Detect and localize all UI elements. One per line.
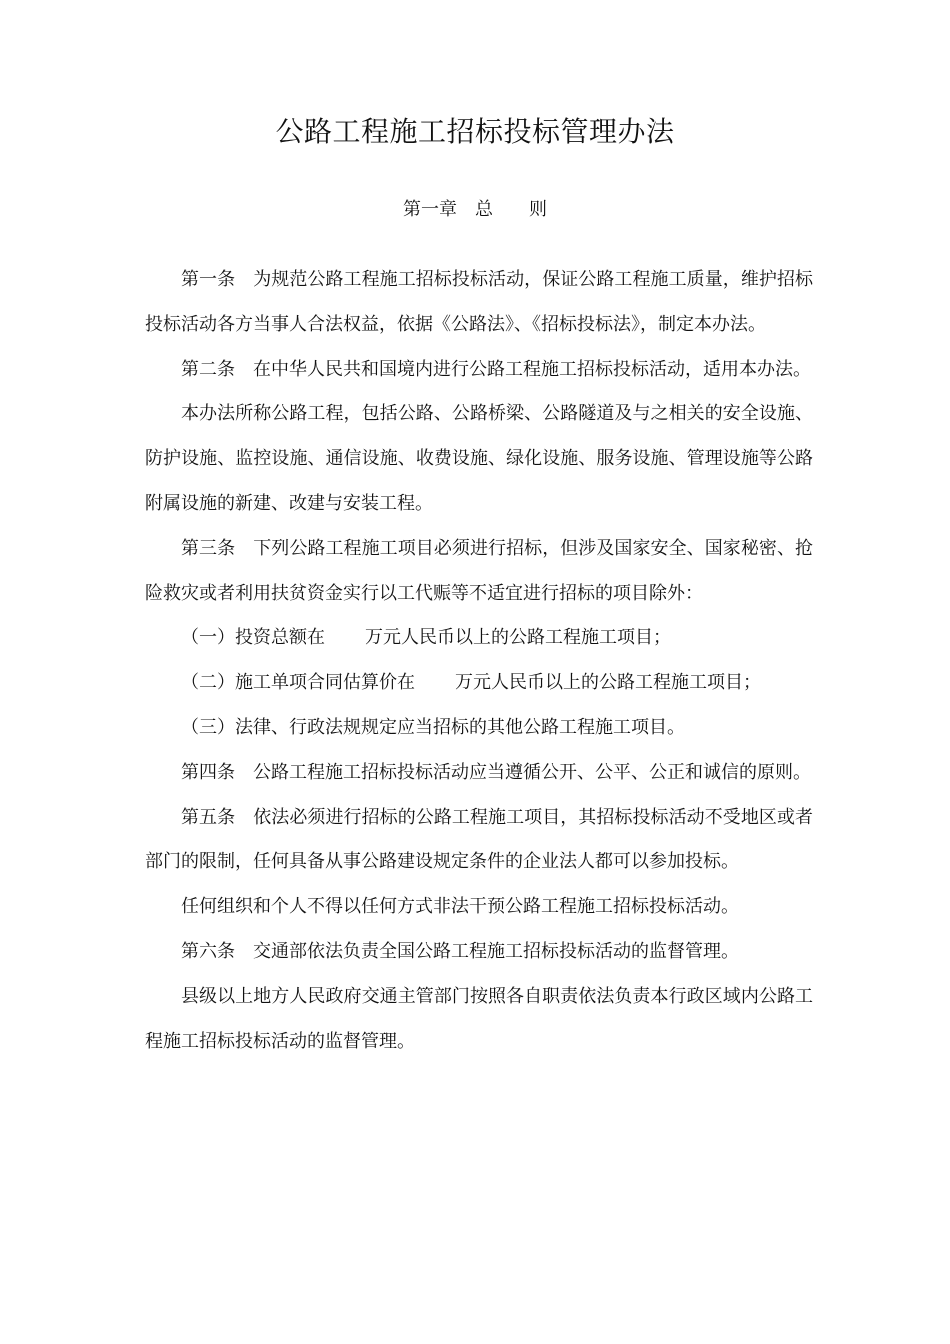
article-6 [145,930,813,975]
article-5 [145,796,813,886]
article-number: 第四条 [181,761,253,783]
list-item-text-cont: 万元人民币以上的公路工程施工项目； [455,672,761,694]
list-item-text-cont: 万元人民币以上的公路工程施工项目； [365,627,671,649]
article-2 [145,348,813,393]
article-text: 为规范公路工程施工招标投标活动，保证公路工程施工质量，维护招标投标活动各方当事人合法权益，依据《公路法》、《招标投标法》，制定本办法。 [145,269,814,335]
document-title: 公路工程施工招标投标管理办法 [275,115,675,148]
paragraph-text: 县级以上地方人民政府交通主管部门按照各自职责依法负责本行政区域内公路工程施工招标投标活动的监督管理。 [145,985,813,1052]
article-number: 第六条 [181,940,253,962]
article-text: 交通部依法负责全国公路工程施工招标投标活动的监督管理。 [253,940,739,962]
paragraph-scope [145,392,813,526]
article-1 [145,258,813,348]
article-4 [145,751,813,796]
article-number: 第二条 [181,358,253,380]
chapter-heading: 第一章 总 则 [403,199,547,220]
paragraph-text: 任何组织和个人不得以任何方式非法干预公路工程施工招标投标活动。 [181,896,739,918]
list-item-3 [145,706,813,751]
article-text: 在中华人民共和国境内进行公路工程施工招标投标活动，适用本办法。 [253,358,811,380]
paragraph-text: 本办法所称公路工程，包括公路、公路桥梁、公路隧道及与之相关的安全设施、防护设施、监控设施、通信设施、收费设施、绿化设施、服务设施、管理设施等公路附属设施的新建、改建与安装工程。 [145,403,813,514]
article-number: 第三条 [181,537,254,559]
article-text: 依法必须进行招标的公路工程施工项目，其招标投标活动不受地区或者部门的限制，任何具备从事公路建设规定条件的企业法人都可以参加投标。 [145,806,814,873]
article-3 [145,527,813,617]
list-item-text: （一）投资总额在 [181,627,325,649]
list-item-text: （二）施工单项合同估算价在 [181,672,415,694]
article-text: 公路工程施工招标投标活动应当遵循公开、公平、公正和诚信的原则。 [253,761,811,783]
list-item-text: （三）法律、行政法规规定应当招标的其他公路工程施工项目。 [181,716,685,738]
paragraph-local-supervision [145,975,813,1065]
article-number: 第一条 [181,269,254,290]
document-body [145,258,813,1064]
list-item-2 [145,661,813,706]
paragraph-interference [145,885,813,930]
article-text: 下列公路工程施工项目必须进行招标，但涉及国家安全、国家秘密、抢险救灾或者利用扶贫资金实行以工代赈等不适宜进行招标的项目除外： [145,537,814,604]
article-number: 第五条 [181,806,254,828]
list-item-1 [145,616,813,661]
